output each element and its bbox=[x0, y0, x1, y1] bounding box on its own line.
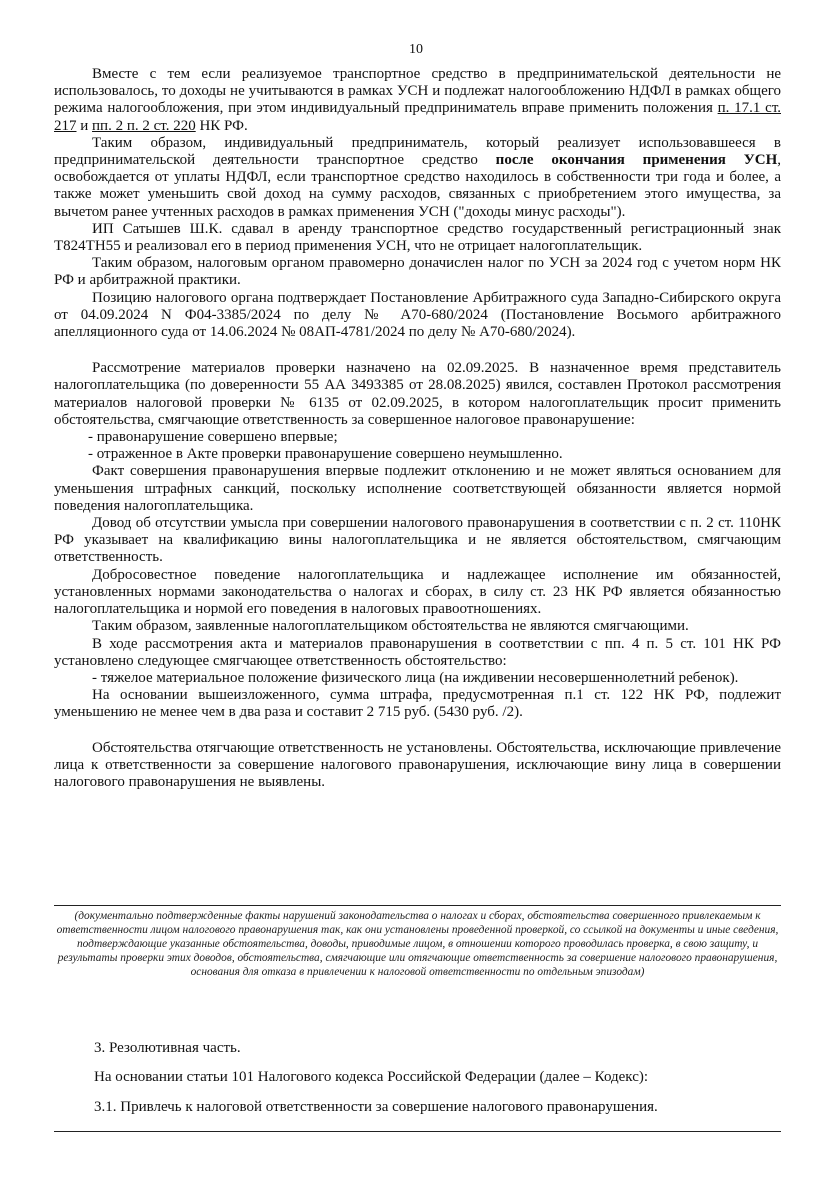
page-number: 10 bbox=[409, 42, 423, 57]
bold-phrase: после окончания применения УСН bbox=[495, 152, 778, 169]
paragraph-10: Таким образом, заявленные налогоплательщиком обстоятельства не являются смягчающими. bbox=[92, 618, 689, 635]
paragraph-6: Рассмотрение материалов проверки назначено на 02.09.2025. В назначенное время представитель налогоплательщика (по доверенности 55 АА 3493385 от 28.08.2025) явился, составлен Протокол рассмотрения материалов налоговой проверки № 6135 от 02.09.2025, в котором налогоплательщик просит применить обстоятельства, смягчающие ответственность за совершенное налоговое правонарушение: bbox=[54, 360, 781, 428]
paragraph-9: Добросовестное поведение налогоплательщика и надлежащее исполнение им обязанностей, установленных нормами законодательства о налогах и сборах, в силу ст. 23 НК РФ является обязанностью налогоплательщика и нормой его поведения в налоговых правоотношениях. bbox=[54, 566, 781, 618]
list-item: - отраженное в Акте проверки правонарушение совершено неумышленно. bbox=[88, 446, 563, 463]
list-item: - правонарушение совершено впервые; bbox=[88, 429, 338, 446]
paragraph-7: Факт совершения правонарушения впервые подлежит отклонению и не может являться основанием для уменьшения штрафных санкций, поскольку исполнение соответствующей обязанности является нормой поведения налогоплательщика. bbox=[54, 463, 781, 514]
paragraph-13: На основании вышеизложенного, сумма штрафа, предусмотренная п.1 ст. 122 НК РФ, подлежит уменьшению не менее чем в два раза и составит 2 715 руб. (5430 руб. /2). bbox=[54, 687, 781, 721]
paragraph-4: Таким образом, налоговым органом правомерно доначислен налог по УСН за 2024 год с учетом норм НК РФ и арбитражной практики. bbox=[54, 255, 781, 289]
law-reference-link: п. 17.1 ст. 217 bbox=[54, 100, 781, 134]
law-reference-link: пп. 2 п. 2 ст. 220 bbox=[92, 117, 196, 134]
paragraph-2: Таким образом, индивидуальный предприниматель, который реализует использовавшееся в предпринимательской деятельности транспортное средство после окончания применения УСН, освобождается от уплаты НДФЛ, если транспортное средство находилось в собственности три года и более, а также может уменьшить свой доход на сумму расходов, связанных с приобретением этого имущества, за вычетом ранее учтенных расходов в рамках применения УСН ("доходы минус расходы"). bbox=[54, 134, 781, 220]
divider bbox=[54, 905, 781, 906]
paragraph-1: Вместе с тем если реализуемое транспортное средство в предпринимательской деятельности не использовалось, то доходы не учитываются в рамках УСН и подлежат налогообложению НДФЛ в рамках общего режима налогообложения, при этом индивидуальный предприниматель вправе применить положения п. 17.1 ст. 217 и пп. 2 п. 2 ст. 220 НК РФ. bbox=[54, 66, 781, 134]
paragraph-8: Довод об отсутствии умысла при совершении налогового правонарушения в соответствии с п. 2 ст. 110НК РФ указывает на квалификацию вины налогоплательщика и не является обстоятельством, смягчающим ответственность. bbox=[54, 515, 781, 566]
paragraph-3: ИП Сатышев Ш.К. сдавал в аренду транспортное средство государственный регистрационный знак Т824ТН55 и реализовал его в период применения УСН, что не отрицает налогоплательщик. bbox=[54, 220, 781, 255]
field-caption: (документально подтвержденные факты нарушений законодательства о налогах и сборах, обстоятельства совершенного привлекаемым к ответственности лицом налогового правонарушения так, как они установлены проведенной проверкой, со ссылкой на документы и иные сведения, подтверждающие указанные обстоятельства, доводы, приводимые лицом, в отношении которого проводилась проверка, в свою защиту, и результаты проверки этих доводов, обстоятельства, смягчающие или отягчающие ответственность за совершение налогового правонарушения, основания для отказа в привлечении к налоговой ответственности по отдельным эпизодам) bbox=[56, 910, 779, 978]
divider bbox=[54, 1131, 781, 1132]
resolution-item: 3.1. Привлечь к налоговой ответственности за совершение налогового правонарушения. bbox=[94, 1099, 658, 1115]
paragraph-12: - тяжелое материальное положение физического лица (на иждивении несовершеннолетний ребенок). bbox=[92, 669, 739, 686]
paragraph-11: В ходе рассмотрения акта и материалов правонарушения в соответствии с пп. 4 п. 5 ст. 101 НК РФ установлено следующее смягчающее ответственность обстоятельство: bbox=[54, 635, 781, 669]
resolution-basis: На основании статьи 101 Налогового кодекса Российской Федерации (далее – Кодекс): bbox=[94, 1069, 649, 1085]
document-body bbox=[54, 66, 781, 791]
section-title: 3. Резолютивная часть. bbox=[94, 1040, 241, 1056]
paragraph-14: Обстоятельства отягчающие ответственность не установлены. Обстоятельства, исключающие привлечение лица к ответственности за совершение налогового правонарушения, исключающие вину лица в совершении налогового правонарушения не выявлены. bbox=[54, 739, 781, 790]
paragraph-5: Позицию налогового органа подтверждает Постановление Арбитражного суда Западно-Сибирского округа от 04.09.2024 N Ф04-3385/2024 по делу № А70-680/2024 (Постановление Восьмого арбитражного апелляционного суда от 14.06.2024 № 08АП-4781/2024 по делу № А70-680/2024). bbox=[54, 289, 781, 341]
